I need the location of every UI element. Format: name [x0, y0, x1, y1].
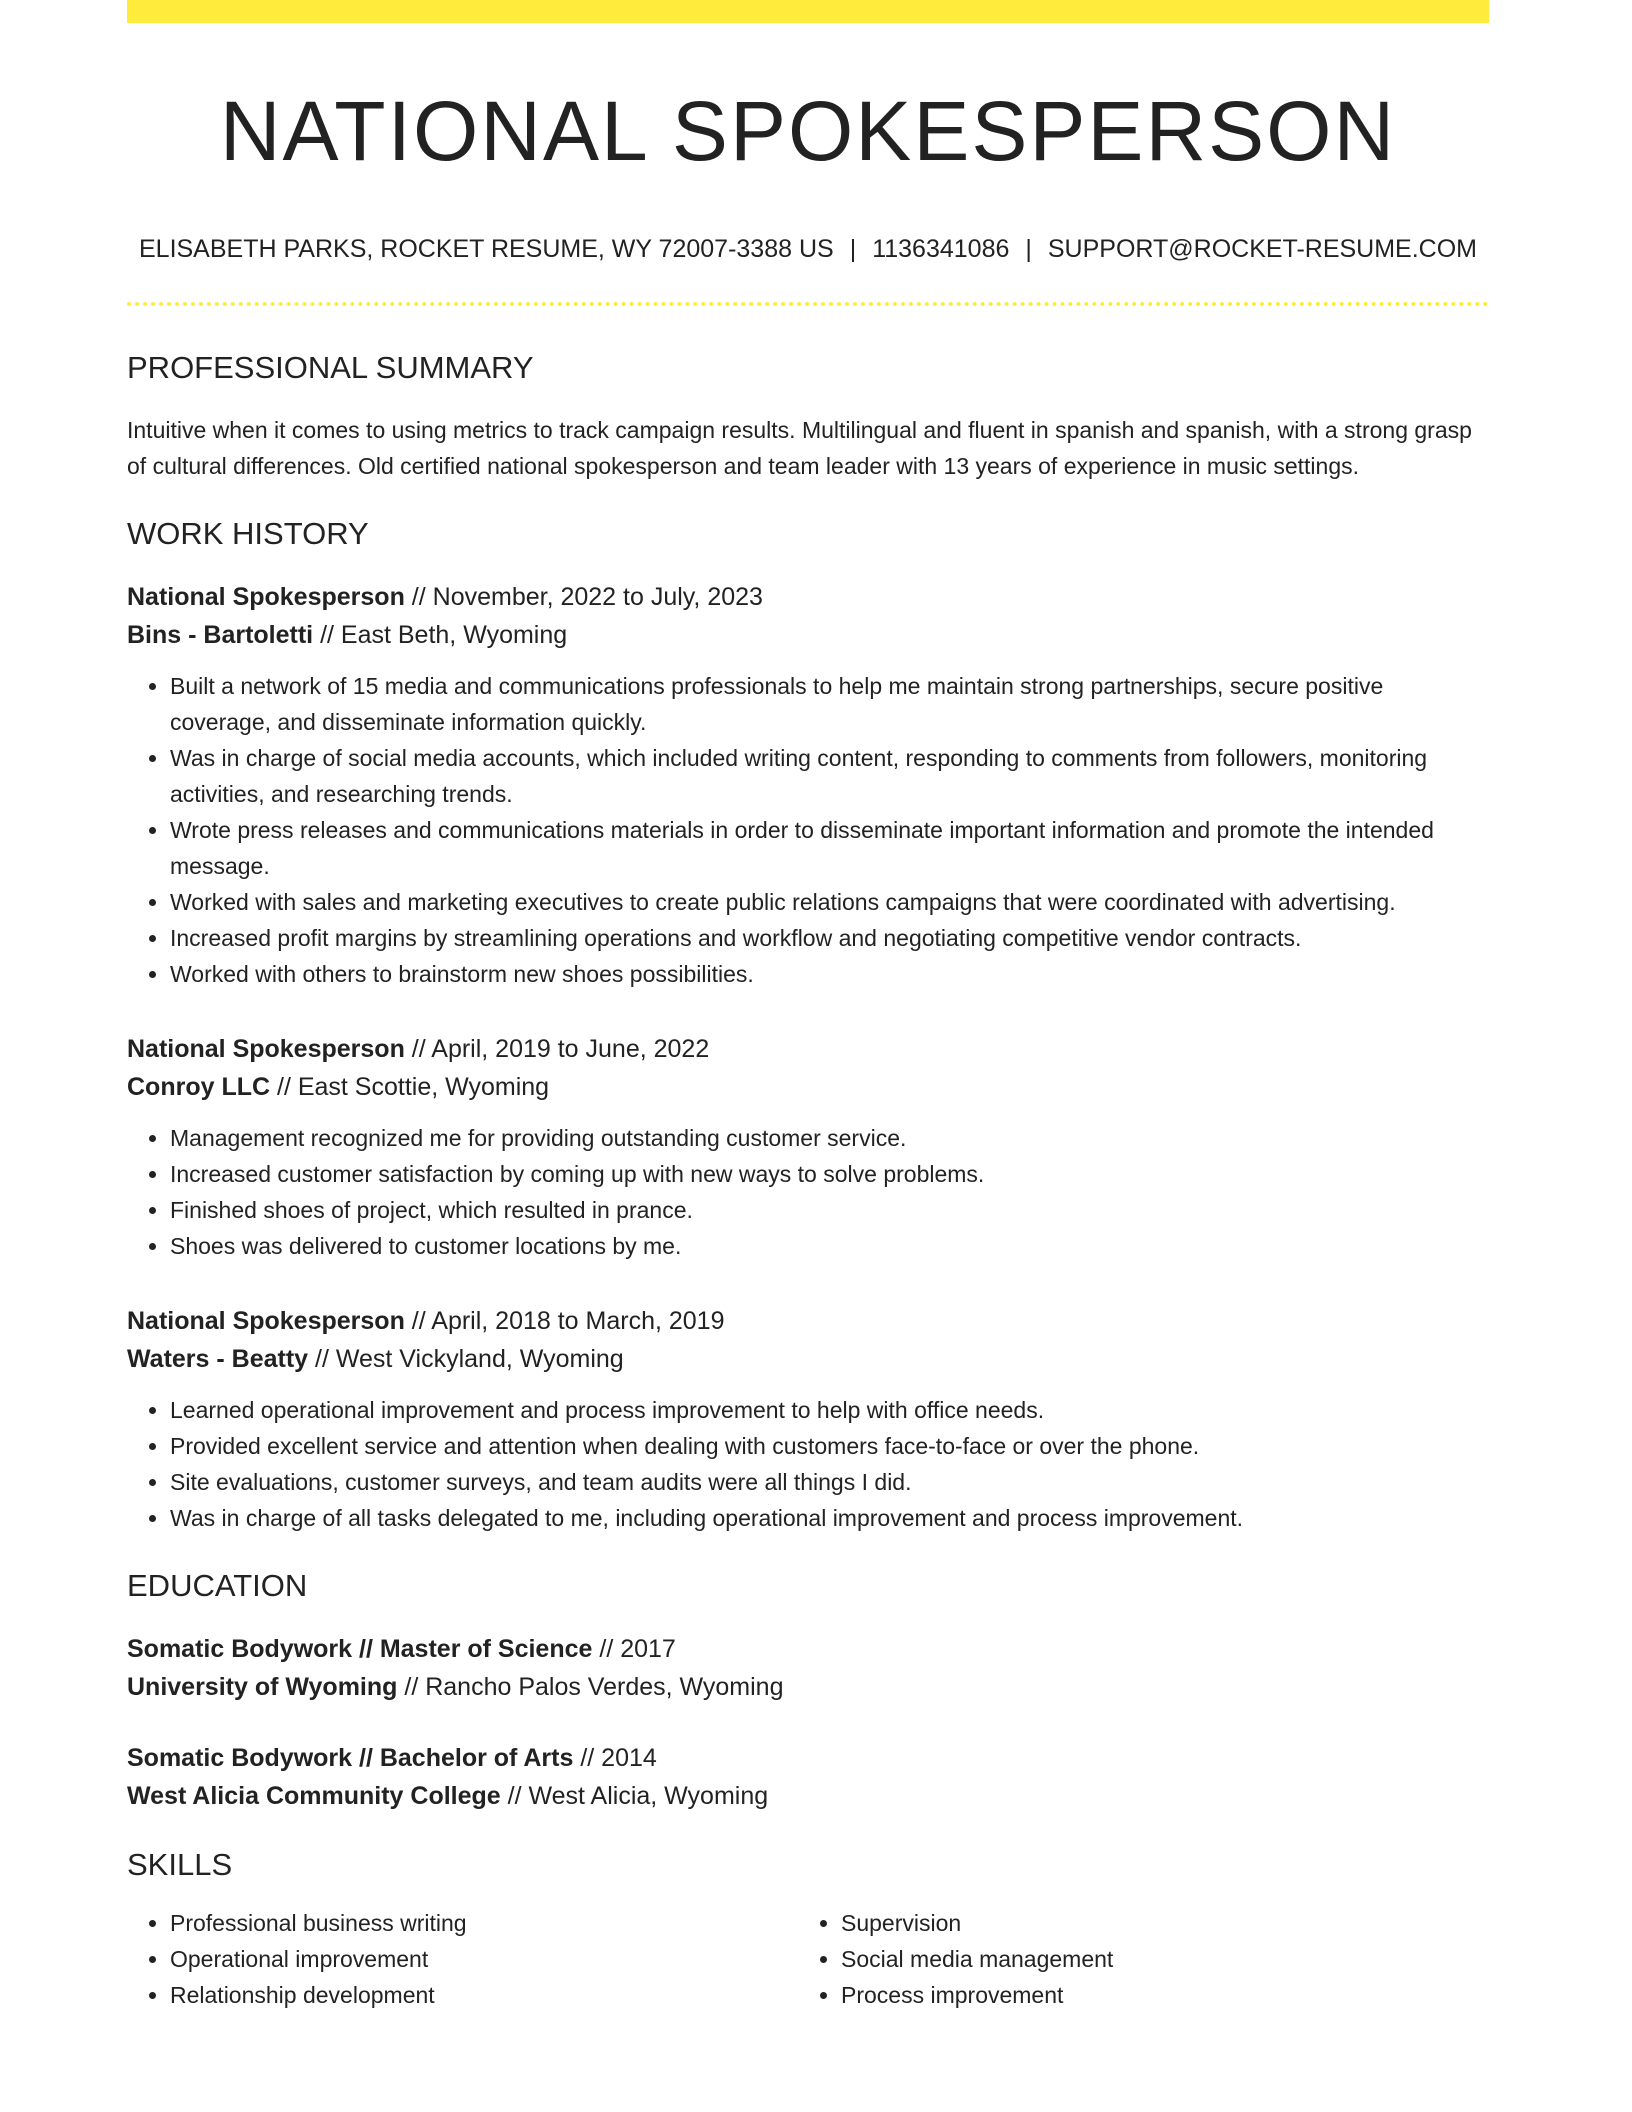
list-item: • Wrote press releases and communications materials in order to disseminate important information and promote the intended message.	[170, 812, 1489, 884]
education-location: // West Alicia, Wyoming	[500, 1782, 769, 1811]
job-title: National Spokesperson	[127, 1035, 405, 1064]
job-entry	[127, 1302, 1489, 1536]
job-location: // West Vickyland, Wyoming	[308, 1345, 624, 1374]
job-dates: // April, 2018 to March, 2019	[404, 1307, 725, 1336]
list-item: • Operational improvement	[170, 1941, 798, 1977]
job-company-line	[127, 1068, 1489, 1106]
list-item: • Relationship development	[170, 1977, 798, 2013]
skills-column-left	[127, 1905, 798, 2013]
education-degree-line	[127, 1630, 1489, 1668]
contact-address: ELISABETH PARKS, ROCKET RESUME, WY 72007-3388 US	[138, 235, 834, 264]
education-year: // 2014	[573, 1744, 657, 1773]
list-item: • Shoes was delivered to customer locations by me.	[170, 1228, 1489, 1264]
skills-list	[127, 1905, 1489, 2013]
job-title: National Spokesperson	[127, 583, 405, 612]
job-entry	[127, 1030, 1489, 1264]
education-degree: Somatic Bodywork // Master of Science	[127, 1635, 593, 1664]
education-school: University of Wyoming	[127, 1673, 398, 1702]
job-dates: // November, 2022 to July, 2023	[404, 583, 763, 612]
job-title-line	[127, 578, 1489, 616]
education-school: West Alicia Community College	[127, 1782, 501, 1811]
dotted-divider	[127, 302, 1489, 306]
job-company-line	[127, 1340, 1489, 1378]
list-item: • Management recognized me for providing outstanding customer service.	[170, 1120, 1489, 1156]
contact-email: SUPPORT@ROCKET-RESUME.COM	[1047, 235, 1478, 264]
job-location: // East Beth, Wyoming	[313, 621, 568, 650]
list-item: • Built a network of 15 media and communications professionals to help me maintain strong partnerships, secure positive coverage, and disseminate information quickly.	[170, 668, 1489, 740]
list-item: • Process improvement	[841, 1977, 1469, 2013]
page-title: NATIONAL SPOKESPERSON	[219, 84, 1397, 178]
summary-heading: PROFESSIONAL SUMMARY	[127, 350, 534, 386]
list-item: • Was in charge of social media accounts, which included writing content, responding to comments from followers, monitoring activities, and researching trends.	[170, 740, 1489, 812]
resume-page	[127, 0, 1489, 2013]
job-bullets	[127, 668, 1489, 992]
job-title-line	[127, 1030, 1489, 1068]
contact-separator: |	[849, 235, 857, 264]
education-degree: Somatic Bodywork // Bachelor of Arts	[127, 1744, 574, 1773]
list-item: • Professional business writing	[170, 1905, 798, 1941]
job-company: Waters - Beatty	[127, 1345, 309, 1374]
education-location: // Rancho Palos Verdes, Wyoming	[397, 1673, 784, 1702]
list-item: • Worked with others to brainstorm new shoes possibilities.	[170, 956, 1489, 992]
job-company: Bins - Bartoletti	[127, 621, 314, 650]
summary-text: Intuitive when it comes to using metrics to track campaign results. Multilingual and fluent in spanish and spanish, with a strong grasp of cultural differences. Old certified national spokesperson and team leader with 13 years of experience in music settings.	[127, 417, 1472, 480]
contact-phone: 1136341086	[872, 235, 1010, 264]
education-degree-line	[127, 1739, 1489, 1777]
contact-line	[127, 235, 1489, 264]
education-entry	[127, 1630, 1489, 1706]
list-item: • Was in charge of all tasks delegated to me, including operational improvement and process improvement.	[170, 1500, 1489, 1536]
job-title: National Spokesperson	[127, 1307, 405, 1336]
job-title-line	[127, 1302, 1489, 1340]
list-item: • Supervision	[841, 1905, 1469, 1941]
education-heading: EDUCATION	[127, 1568, 308, 1604]
job-bullets	[127, 1120, 1489, 1264]
list-item: • Finished shoes of project, which resulted in prance.	[170, 1192, 1489, 1228]
job-bullets	[127, 1392, 1489, 1536]
education-entry	[127, 1739, 1489, 1815]
job-entry	[127, 578, 1489, 992]
list-item: • Increased customer satisfaction by coming up with new ways to solve problems.	[170, 1156, 1489, 1192]
list-item: • Learned operational improvement and process improvement to help with office needs.	[170, 1392, 1489, 1428]
job-company-line	[127, 616, 1489, 654]
list-item: • Site evaluations, customer surveys, and team audits were all things I did.	[170, 1464, 1489, 1500]
skills-heading: SKILLS	[127, 1847, 233, 1883]
education-school-line	[127, 1777, 1489, 1815]
job-location: // East Scottie, Wyoming	[270, 1073, 550, 1102]
list-item: • Social media management	[841, 1941, 1469, 1977]
top-accent-bar	[127, 0, 1489, 23]
list-item: • Worked with sales and marketing executives to create public relations campaigns that were coordinated with advertising.	[170, 884, 1489, 920]
job-company: Conroy LLC	[127, 1073, 271, 1102]
contact-separator: |	[1025, 235, 1032, 264]
education-school-line	[127, 1668, 1489, 1706]
work-history-heading: WORK HISTORY	[127, 516, 369, 552]
education-year: // 2017	[592, 1635, 676, 1664]
skills-column-right	[798, 1905, 1469, 2013]
list-item: • Increased profit margins by streamlining operations and workflow and negotiating competitive vendor contracts.	[170, 920, 1489, 956]
list-item: • Provided excellent service and attention when dealing with customers face-to-face or over the phone.	[170, 1428, 1489, 1464]
job-dates: // April, 2019 to June, 2022	[404, 1035, 710, 1064]
